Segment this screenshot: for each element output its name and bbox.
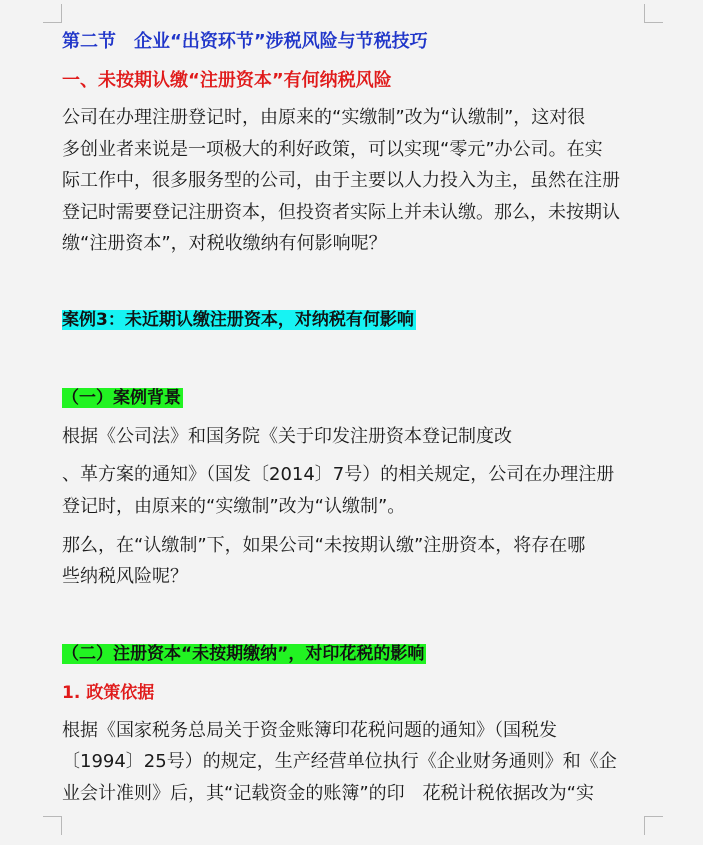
crop-mark-bottom-left	[43, 816, 62, 835]
paragraph-line: 〔1994〕25号）的规定，生产经营单位执行《企业财务通则》和《企	[62, 751, 617, 772]
sub-heading-stamp-duty-block	[62, 639, 426, 669]
case-title-block	[62, 305, 416, 335]
sub-heading-stamp-duty: （二）注册资本“未按期缴纳”，对印花税的影响	[62, 644, 425, 664]
sub-heading-background-block	[62, 383, 183, 413]
crop-mark-bottom-right	[644, 816, 663, 835]
paragraph-line: 根据《国家税务总局关于资金账簿印花税问题的通知》（国税发	[62, 720, 557, 741]
paragraph-line: 些纳税风险呢？	[62, 566, 188, 587]
paragraph-line: 公司在办理注册登记时，由原来的“实缴制”改为“认缴制”，这对很	[62, 107, 586, 128]
paragraph-line: 业会计准则》后，其“记载资金的账簿”的印 花税计税依据改为“实	[62, 783, 594, 804]
paragraph-line: 缴“注册资本”，对税收缴纳有何影响呢？	[62, 233, 387, 254]
heading-risk: 一、未按期认缴“注册资本”有何纳税风险	[62, 70, 392, 91]
crop-mark-top-left	[43, 4, 62, 23]
section-title: 第二节 企业“出资环节”涉税风险与节税技巧	[62, 31, 428, 52]
paragraph-line: 多创业者来说是一项极大的利好政策，可以实现“零元”办公司。在实	[62, 139, 603, 160]
paragraph-line: 登记时需要登记注册资本，但投资者实际上并未认缴。那么，未按期认	[62, 202, 620, 223]
sub-heading-background: （一）案例背景	[62, 388, 181, 408]
case-title: 案例3：未近期认缴注册资本，对纳税有何影响	[62, 310, 414, 330]
crop-mark-top-right	[644, 4, 663, 23]
paragraph-line: 那么，在“认缴制”下，如果公司“未按期认缴”注册资本，将存在哪	[62, 535, 586, 556]
paragraph-line: 、革方案的通知》（国发〔2014〕7号）的相关规定，公司在办理注册	[62, 464, 615, 485]
paragraph-line: 登记时，由原来的“实缴制”改为“认缴制”。	[62, 496, 406, 517]
paragraph-line: 际工作中，很多服务型的公司，由于主要以人力投入为主，虽然在注册	[62, 170, 620, 191]
paragraph-line: 根据《公司法》和国务院《关于印发注册资本登记制度改	[62, 426, 512, 447]
policy-basis-title: 1. 政策依据	[62, 683, 155, 703]
